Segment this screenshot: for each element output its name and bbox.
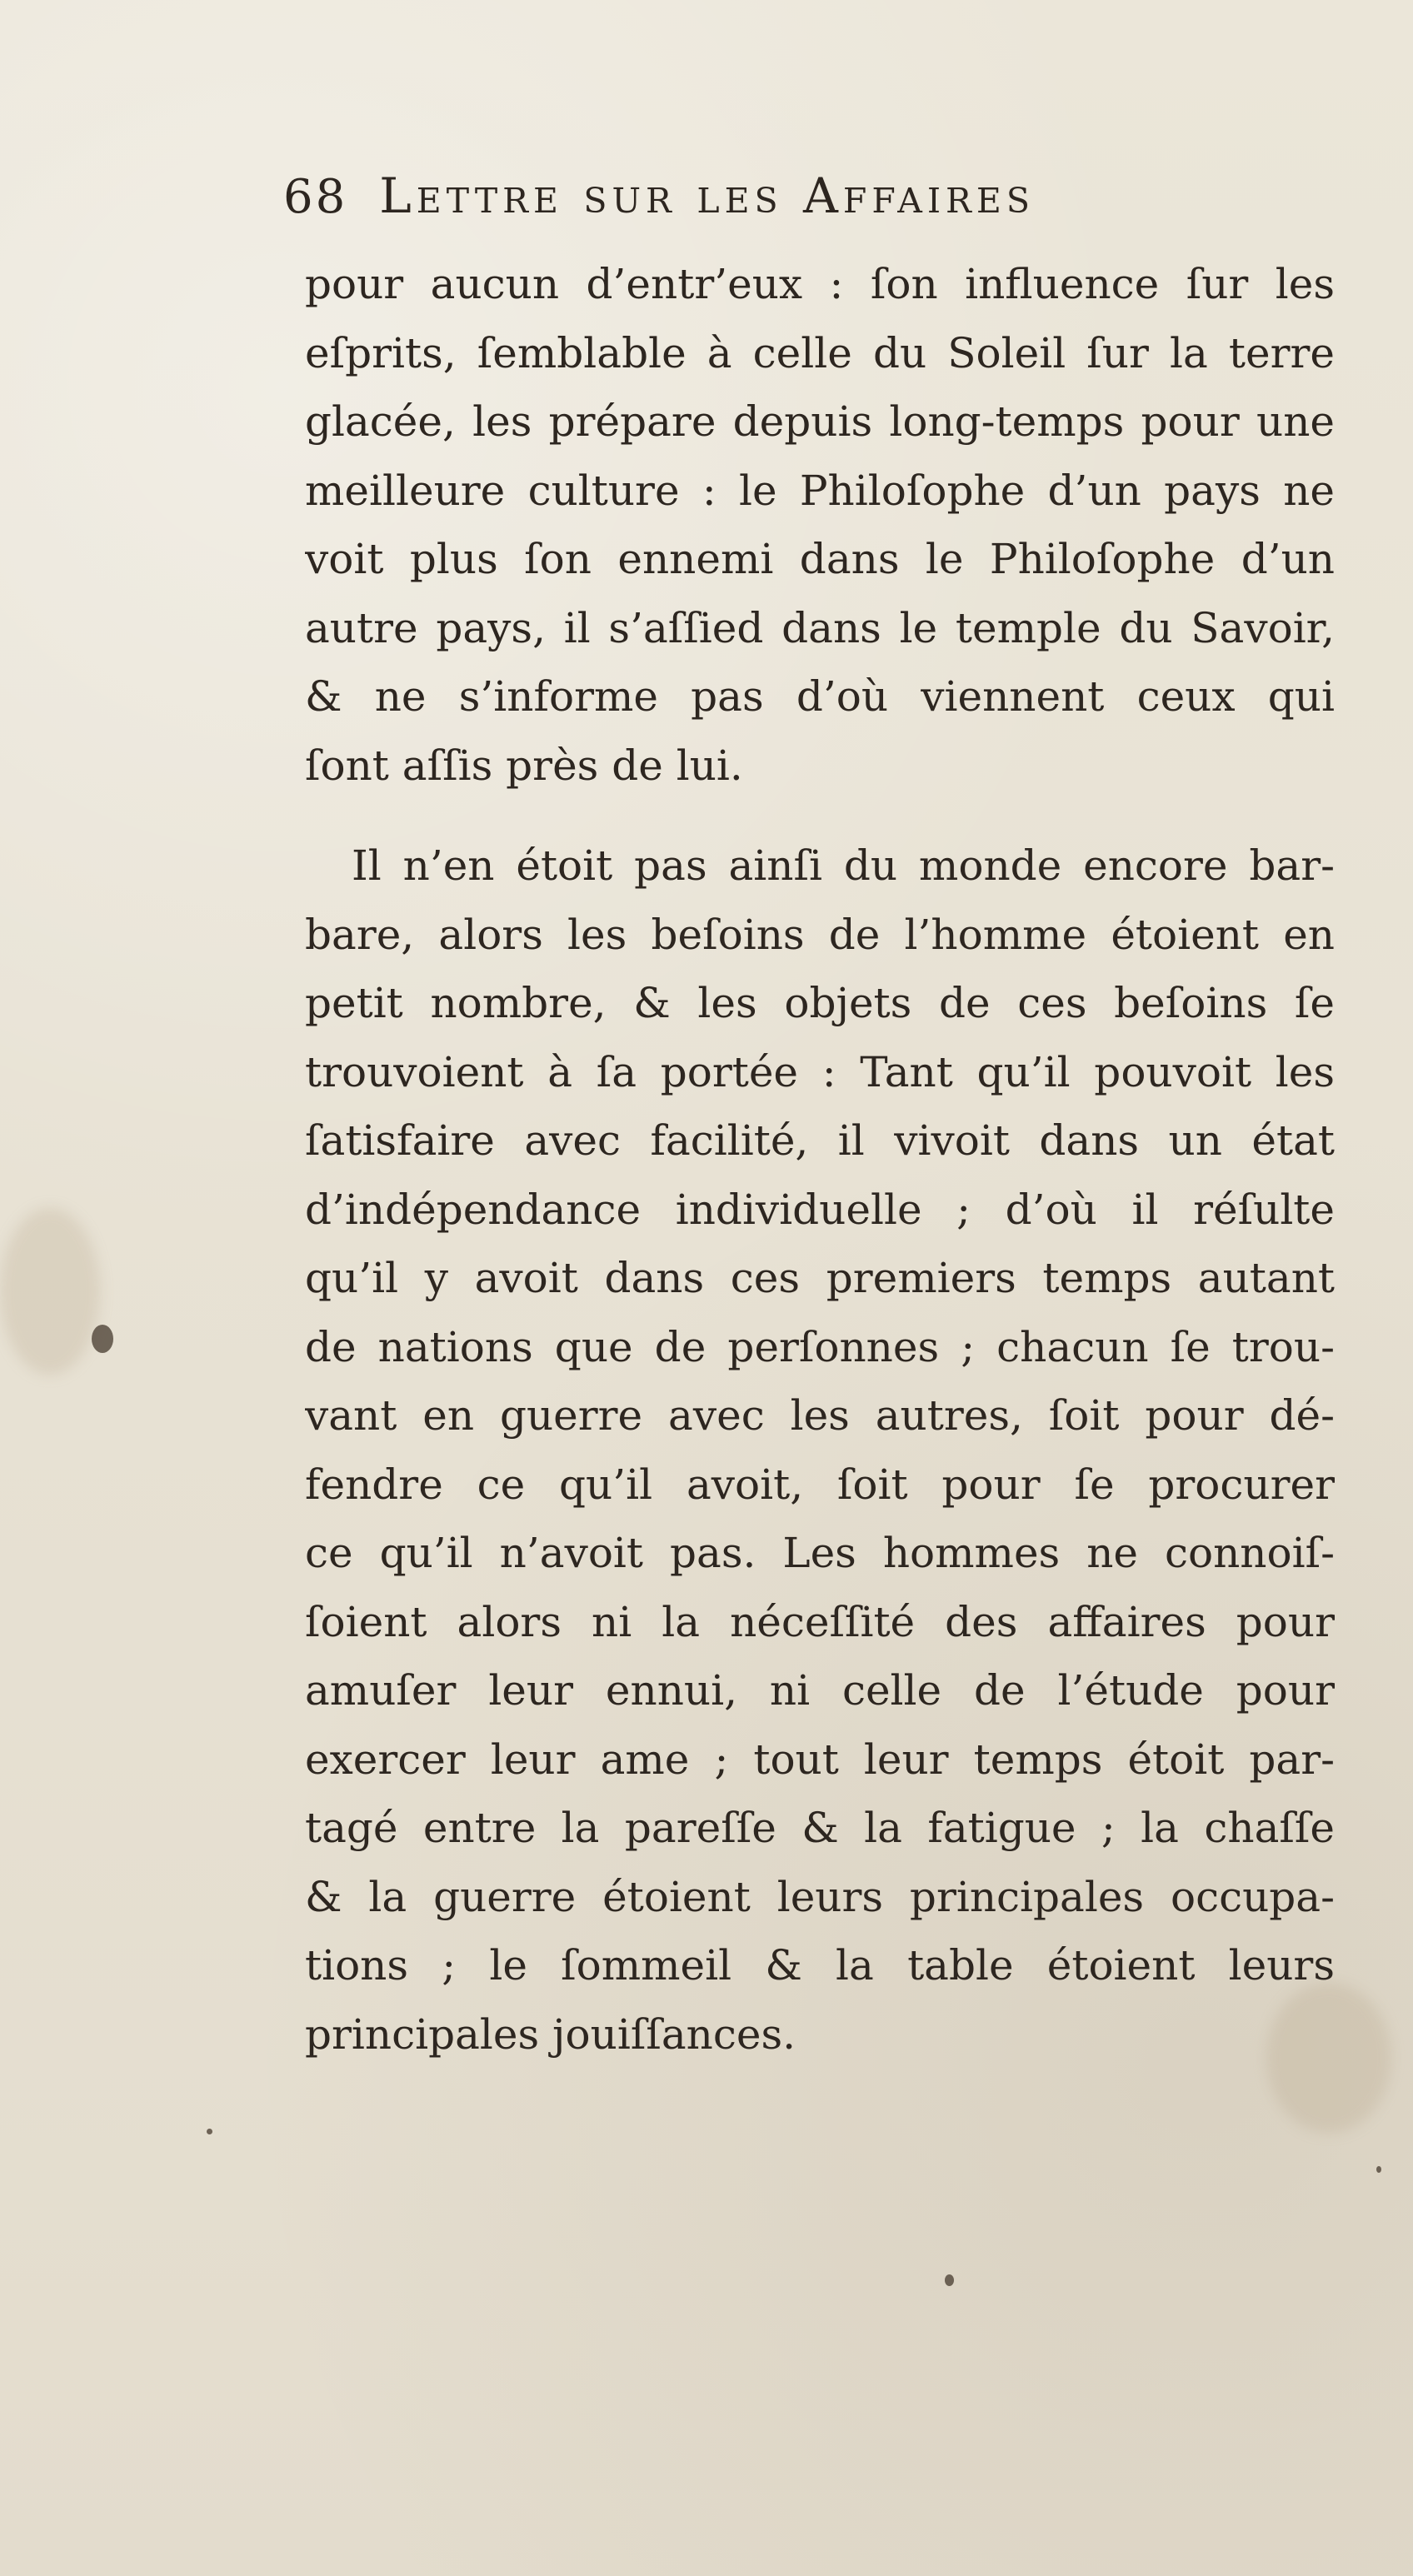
text-line: & ne s’informe pas d’où viennent ceux qui [305,672,1335,721]
text-line: meilleure culture : le Philoſophe d’un pays ne [305,466,1335,515]
paragraph-gap [305,800,1335,831]
text-line: tagé entre la pareſſe & la fatigue ; la chaſſe [305,1804,1335,1852]
text-line: eſprits, ſemblable à celle du Soleil ſur la terre [305,328,1335,377]
text-line: & la guerre étoient leurs principales occupa- [305,1872,1335,1921]
text-line: principales jouiſſances. [305,2009,796,2059]
text-line: de nations que de perſonnes ; chacun ſe trou- [305,1322,1335,1371]
text-line: d’indépendance individuelle ; d’où il réſulte [305,1185,1335,1234]
text-line: trouvoient à ſa portée : Tant qu’il pouvoit les [305,1047,1335,1096]
text-line: Il n’en étoit pas ainſi du monde encore bar- [352,841,1335,890]
running-title: Lettre sur les Affaires [379,167,1035,224]
text-line: qu’il y avoit dans ces premiers temps autant [305,1254,1335,1302]
text-line: fendre ce qu’il avoit, ſoit pour ſe procurer [305,1460,1335,1509]
ink-speck [1376,2166,1381,2173]
text-line: ſatisfaire avec facilité, il vivoit dans un état [305,1116,1335,1165]
running-head [283,167,1250,225]
text-line: petit nombre, & les objets de ces beſoins ſe [305,979,1335,1027]
text-line: amuſer leur ennui, ni celle de l’étude pour [305,1666,1335,1715]
text-line: exercer leur ame ; tout leur temps étoit par- [305,1735,1335,1784]
text-line: ſont aſſis près de lui. [305,741,743,790]
text-line: vant en guerre avec les autres, ſoit pour dé- [305,1391,1335,1440]
text-line: pour aucun d’entr’eux : ſon influence ſur les [305,260,1335,308]
body-text [305,250,1335,2083]
ink-speck [207,2129,212,2134]
paper-stain [0,1208,100,1375]
text-line: ce qu’il n’avoit pas. Les hommes ne connoiſ- [305,1529,1335,1577]
ink-spot [92,1325,113,1353]
text-line: glacée, les prépare depuis long-temps pour une [305,397,1335,446]
text-line: bare, alors les beſoins de l’homme étoient en [305,910,1335,959]
text-line: tions ; le ſommeil & la table étoient leurs [305,1941,1335,1989]
text-line: voit plus ſon ennemi dans le Philoſophe d’un [305,535,1335,583]
text-line: ſoient alors ni la néceſſité des affaires pour [305,1597,1335,1646]
text-line: autre pays, il s’aſſied dans le temple du Savoir, [305,603,1335,652]
page-number: 68 [283,170,348,224]
ink-speck [945,2274,954,2286]
